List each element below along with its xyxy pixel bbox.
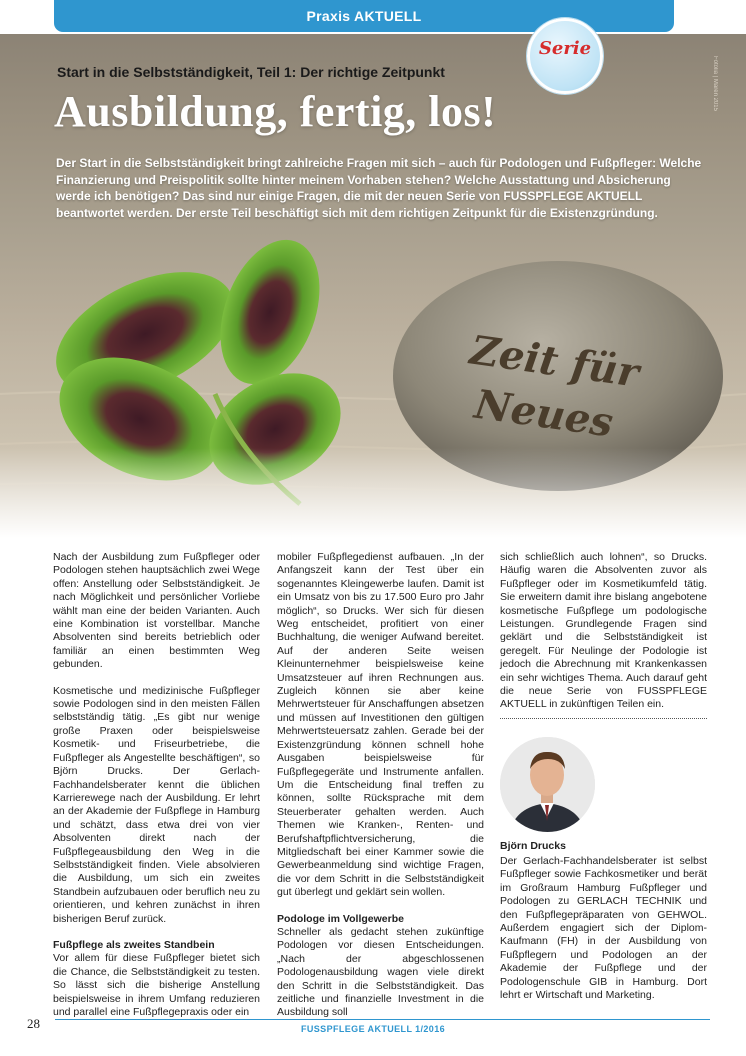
footer-publication: FUSSPFLEGE AKTUELL 1/2016	[300, 1024, 446, 1034]
image-fade	[0, 448, 746, 538]
author-bio: Der Gerlach-Fachhandelsberater ist selbst Fußpfleger sowie Fachkosmetiker und berät im Großraum Hamburg Fußpfleger und Podologen zu GERLACH TECHNIK und den Fußpflegepräparaten von GEHWOL. Außerdem engagiert sich der Diplom-Kaufmann (FH) in der Ausbildung von Fußpflegern und Podologen an der Akademie der Fußpflege und der Podologenschule GIB in Hamburg. Dort lehrt er Wirtschaft und Marketing.	[500, 855, 707, 1002]
body-column-2	[277, 551, 484, 1033]
paragraph: mobiler Fußpflegedienst aufbauen. „In der Anfangszeit kann der Test über ein sogenanntes Kleingewerbe laufen. Damit ist ein Umsatz von bis zu 17.500 Euro pro Jahr möglich“, so Drucks. Wer sich für diesen Weg entscheidet, profitiert von einer Buchhaltung, die weniger Aufwand bereitet. Auf der anderen Seite weisen Kleinunternehmer beispielsweise keine Umsatzsteuer auf ihren Rechnungen aus. Zugleich können sie aber keine Mehrwertsteuer für Anschaffungen absetzen und müssen auf Investitionen den gültigen Mehrwertsteuersatz zahlen. Gerade bei der Existenzgründung können schnell hohe Ausgaben beispielsweise für Fußpflegegeräte und Instrumente anfallen. Um die Entscheidung final treffen zu können, sollte Rücksprache mit dem Steuerberater gehalten werden. Auch Themen wie Kranken-, Renten- und Berufshaftpflichtversicherung, die Mitgliedschaft bei einer Kammer sowie die Gewerbeanmeldung sind wichtige Fragen, die vor dem Schritt in die Selbstständigkeit gut überlegt und geklärt sein wollen.	[277, 551, 484, 899]
article-headline: Ausbildung, fertig, los!	[54, 87, 497, 136]
paragraph: sich schließlich auch lohnen“, so Drucks. Häufig waren die Absolventen zuvor als Fußpfleger oder im Kosmetikumfeld tätig. Sie erweitern damit ihre bislang angebotene kosmetische Fußpflege um podologische Leistungen. Grundlegende Fragen sind geklärt und die Selbstständigkeit ist geregelt. Für Neulinge der Podologie ist jedoch die Abrechnung mit Krankenkassen ein sehr wichtiges Thema. Auch darauf geht die neue Serie von FUSSPFLEGE AKTUELL in zukünftigen Teilen ein.	[500, 551, 707, 711]
paragraph: Nach der Ausbildung zum Fußpfleger oder Podologen stehen hauptsächlich zwei Wege offen: Anstellung oder Selbstständigkeit. Je nach Möglichkeit und persönlicher Vorliebe wählt man eine der beiden Varianten. Auch eine Kombination ist vorstellbar. Manche Absolventen sind bereits betrieblich oder familiär an einen bestimmten Weg gebunden.	[53, 551, 260, 671]
serie-badge-label: Serie	[538, 38, 592, 59]
body-column-1	[53, 551, 260, 1032]
stone-text-line1: Zeit für	[467, 326, 642, 397]
footer-rule	[55, 1019, 710, 1020]
article-kicker: Start in die Selbstständigkeit, Teil 1: Der richtige Zeitpunkt	[57, 64, 445, 80]
subheading: Podologe im Vollgewerbe	[277, 912, 404, 925]
author-name: Björn Drucks	[500, 840, 566, 852]
serie-badge	[527, 18, 603, 94]
dotted-divider	[500, 718, 707, 719]
subheading: Fußpflege als zweites Standbein	[53, 938, 215, 951]
person-icon	[500, 737, 595, 832]
image-credit: Fotolia | Marén 2015	[712, 56, 718, 111]
body-column-3	[500, 551, 707, 725]
page-number: 28	[27, 1016, 40, 1031]
paragraph: Schneller als gedacht stehen zukünftige Podologen vor diesen Entscheidungen. „Nach der abgeschlossenen Podologenausbildung wagen viele direkt den Schritt in die Selbstständigkeit. Das zeitliche und finanzielle Investment in die Ausbildung soll	[277, 925, 484, 1019]
paragraph: Kosmetische und medizinische Fußpfleger sowie Podologen sind in den meisten Fällen selbstständig tätig. „Es gibt nur wenige große Praxen oder beispielsweise Kosmetik- und Friseurbetriebe, die Fußpfleger als Angestellte beschäftigen“, so Björn Drucks. Der Gerlach-Fachhandelsberater kennt die üblichen Karrierewege nach der Ausbildung. Er lehrt an der Akademie der Fußpflege in Hamburg und schätzt, dass etwa drei von vier Absolventen direkt nach der Fußpflegeausbildung den Weg in die Selbstständigkeit finden. Viele absolvieren die Ausbildung, um sich ein zweites Standbein aufzubauen oder beruflich neu zu orientieren, und kehren zunächst in ihren bisherigen Beruf zurück.	[53, 684, 260, 925]
author-photo	[500, 737, 595, 832]
section-title: Praxis AKTUELL	[306, 8, 422, 24]
paragraph: Vor allem für diese Fußpfleger bietet sich die Chance, die Selbstständigkeit zu testen. So lässt sich die bisherige Anstellung beispielsweise in ihrem Umfang reduzieren und parallel eine Fußpflegepraxis oder ein	[53, 952, 260, 1018]
stone-text-line2: Neues	[471, 380, 616, 447]
article-lead: Der Start in die Selbstständigkeit bringt zahlreiche Fragen mit sich – auch für Podologen und Fußpfleger: Welche Finanzierung und Preispolitik sollte hinter meinem Vorhaben stehen? Welche Ausstattung und Absicherung werde ich benötigen? Das sind nur einige Fragen, die mit der neuen Serie von FUSSPFLEGE AKTUELL beantwortet werden. Der erste Teil beschäftigt sich mit dem richtigen Zeitpunkt für die Existenzgründung.	[56, 156, 702, 220]
